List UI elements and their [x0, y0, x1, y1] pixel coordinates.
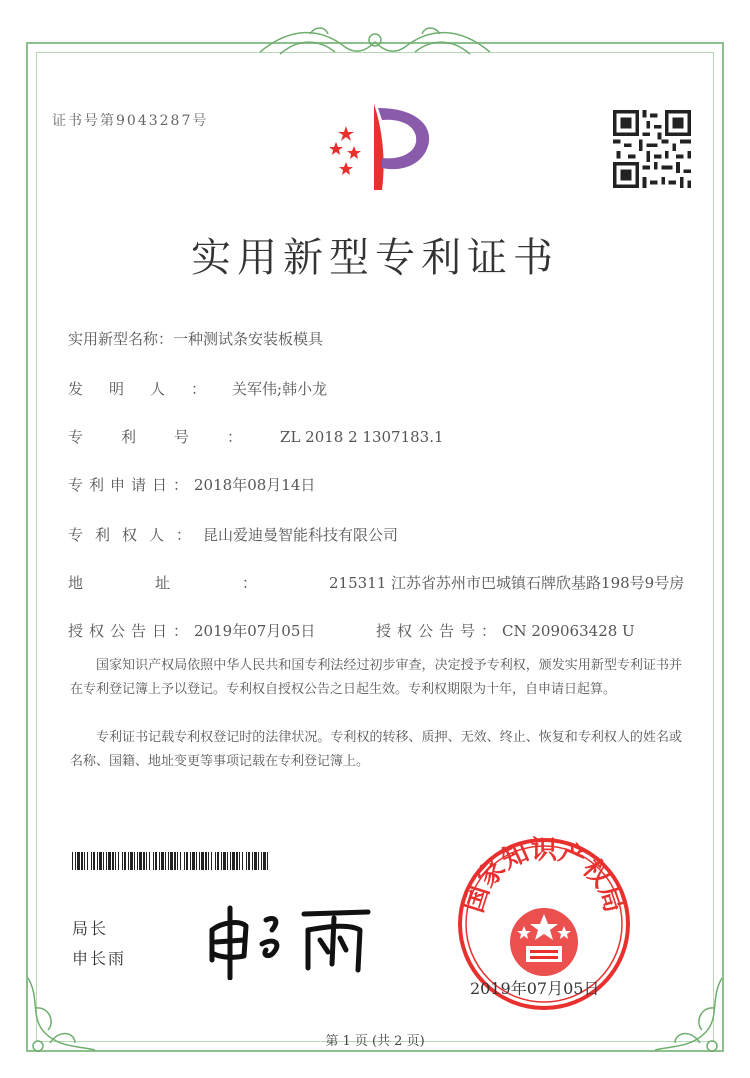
address-value: 215311 江苏省苏州市巴城镇石牌欣基路198号9号房: [329, 574, 685, 592]
utility-model-name-value: 一种测试条安装板模具: [173, 330, 324, 348]
patent-number-value: ZL 2018 2 1307183.1: [280, 428, 444, 446]
certificate-number: 证书号第9043287号: [52, 113, 209, 129]
grant-date-row: [68, 620, 315, 641]
inventor-value: 关军伟;韩小龙: [232, 380, 328, 398]
director-title: 局长: [72, 919, 109, 938]
grant-number-label: 授权公告号：: [376, 622, 503, 640]
seal-text: 国家知识产权局: [459, 836, 629, 917]
patent-number-label: 专利号：: [68, 428, 281, 446]
utility-model-name-row: [68, 328, 323, 349]
patent-number-row: [68, 426, 444, 447]
grant-statement-paragraph: 国家知识产权局依照中华人民共和国专利法经过初步审查，决定授予专利权，颁发实用新型专利证书并在专利登记簿上予以登记。专利权自授权公告之日起生效。专利权期限为十年，自申请日起算。: [70, 658, 682, 697]
inventor-label: 发明人：: [68, 380, 233, 398]
inventor-row: [68, 378, 327, 399]
application-date-value: 2018年08月14日: [194, 476, 316, 494]
application-date-row: [68, 474, 315, 495]
application-date-label: 专利申请日：: [68, 476, 195, 494]
grant-number-value: CN 209063428 U: [502, 622, 635, 640]
seal-date: 2019年07月05日: [470, 979, 600, 998]
grant-date-label: 授权公告日：: [68, 622, 195, 640]
qr-code: [612, 110, 692, 188]
director-signature: [200, 890, 380, 980]
svg-text:国家知识产权局: [459, 836, 629, 916]
national-emblem-icon: [510, 908, 578, 976]
patentee-row: [68, 524, 398, 545]
barcode: [72, 852, 268, 870]
address-row: [68, 572, 684, 593]
patentee-label: 专利权人：: [68, 526, 204, 544]
legal-status-paragraph: 专利证书记载专利权登记时的法律状况。专利权的转移、质押、无效、终止、恢复和专利权人的姓名或名称、国籍、地址变更等事项记载在专利登记簿上。: [70, 730, 682, 769]
address-label: 地址：: [68, 574, 330, 592]
page-number: 第 1 页 (共 2 页): [325, 1034, 425, 1049]
patentee-value: 昆山爱迪曼智能科技有限公司: [203, 526, 399, 544]
top-ornament: [250, 22, 500, 66]
grant-date-value: 2019年07月05日: [194, 622, 316, 640]
director-name: 申长雨: [72, 949, 127, 968]
grant-number-row: [376, 620, 635, 641]
utility-model-name-label: 实用新型名称：: [68, 330, 174, 348]
patent-office-emblem-icon: [316, 98, 436, 194]
certificate-title: 实用新型专利证书: [191, 235, 559, 281]
